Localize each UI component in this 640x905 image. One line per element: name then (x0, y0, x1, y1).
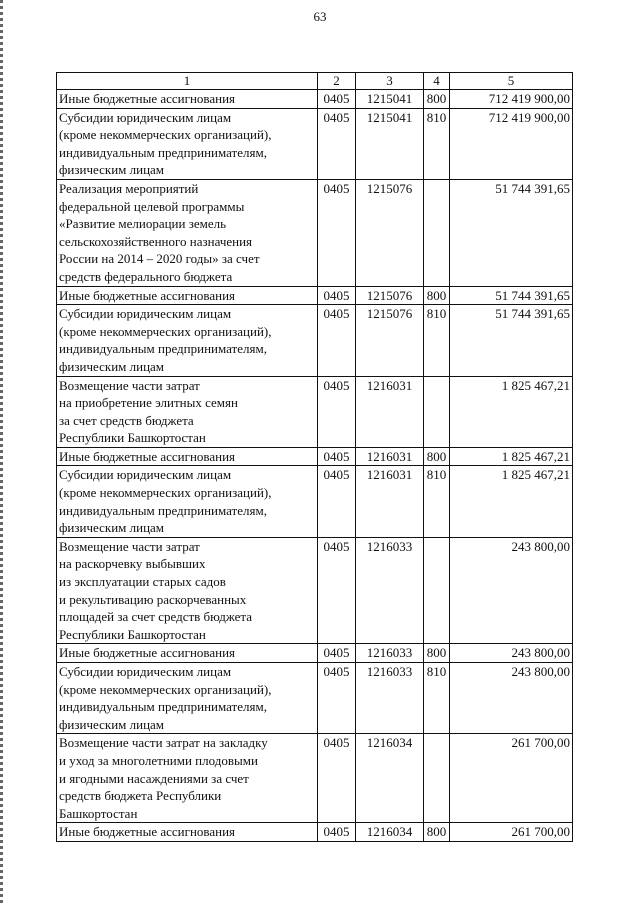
expense-type-code-cell (424, 376, 450, 447)
header-row (57, 73, 573, 90)
scan-edge (0, 0, 3, 905)
expense-type-code-cell: 810 (424, 108, 450, 179)
amount-cell: 1 825 467,21 (450, 466, 573, 537)
target-code-cell: 1215041 (356, 108, 424, 179)
table-row (57, 90, 573, 109)
amount-cell: 51 744 391,65 (450, 179, 573, 286)
item-name-cell: Иные бюджетные ассигнования (57, 644, 318, 663)
expense-type-code-cell (424, 179, 450, 286)
target-code-cell: 1215076 (356, 286, 424, 305)
section-code-cell: 0405 (318, 734, 356, 823)
budget-table (56, 72, 573, 842)
header-cell-5: 5 (450, 73, 573, 90)
item-name-cell: Субсидии юридическим лицам (кроме некоммерческих организаций), индивидуальным предпринимателям, физическим лицам (57, 305, 318, 376)
section-code-cell: 0405 (318, 286, 356, 305)
header-cell-1: 1 (57, 73, 318, 90)
expense-type-code-cell (424, 537, 450, 644)
table-row (57, 286, 573, 305)
item-name-cell: Возмещение части затрат на раскорчевку выбывших из эксплуатации старых садов и рекультивацию раскорчеванных площадей за счет средств бюджета Республики Башкортостан (57, 537, 318, 644)
expense-type-code-cell: 810 (424, 466, 450, 537)
amount-cell: 261 700,00 (450, 734, 573, 823)
item-name-cell: Субсидии юридическим лицам (кроме некоммерческих организаций), индивидуальным предпринимателям, физическим лицам (57, 663, 318, 734)
table-row (57, 376, 573, 447)
section-code-cell: 0405 (318, 823, 356, 842)
item-name-cell: Субсидии юридическим лицам (кроме некоммерческих организаций), индивидуальным предпринимателям, физическим лицам (57, 466, 318, 537)
target-code-cell: 1216033 (356, 663, 424, 734)
target-code-cell: 1215041 (356, 90, 424, 109)
target-code-cell: 1215076 (356, 305, 424, 376)
amount-cell: 712 419 900,00 (450, 108, 573, 179)
section-code-cell: 0405 (318, 663, 356, 734)
amount-cell: 243 800,00 (450, 663, 573, 734)
table-row (57, 108, 573, 179)
section-code-cell: 0405 (318, 644, 356, 663)
expense-type-code-cell: 810 (424, 305, 450, 376)
header-cell-3: 3 (356, 73, 424, 90)
amount-cell: 243 800,00 (450, 537, 573, 644)
target-code-cell: 1216033 (356, 644, 424, 663)
target-code-cell: 1216031 (356, 376, 424, 447)
amount-cell: 243 800,00 (450, 644, 573, 663)
section-code-cell: 0405 (318, 305, 356, 376)
section-code-cell: 0405 (318, 108, 356, 179)
amount-cell: 1 825 467,21 (450, 447, 573, 466)
item-name-cell: Субсидии юридическим лицам (кроме некоммерческих организаций), индивидуальным предпринимателям, физическим лицам (57, 108, 318, 179)
amount-cell: 51 744 391,65 (450, 286, 573, 305)
item-name-cell: Возмещение части затрат на приобретение элитных семян за счет средств бюджета Республики Башкортостан (57, 376, 318, 447)
table-row (57, 447, 573, 466)
expense-type-code-cell: 800 (424, 90, 450, 109)
table-row (57, 466, 573, 537)
section-code-cell: 0405 (318, 466, 356, 537)
item-name-cell: Возмещение части затрат на закладку и уход за многолетними плодовыми и ягодными насаждениями за счет средств бюджета Республики Башкортостан (57, 734, 318, 823)
table-row (57, 537, 573, 644)
header-cell-4: 4 (424, 73, 450, 90)
target-code-cell: 1216033 (356, 537, 424, 644)
table-row (57, 823, 573, 842)
table-row (57, 644, 573, 663)
expense-type-code-cell: 800 (424, 823, 450, 842)
item-name-cell: Реализация мероприятий федеральной целевой программы «Развитие мелиорации земель сельскохозяйственного назначения России на 2014 – 2020 годы» за счет средств федерального бюджета (57, 179, 318, 286)
table-row (57, 663, 573, 734)
amount-cell: 712 419 900,00 (450, 90, 573, 109)
amount-cell: 1 825 467,21 (450, 376, 573, 447)
section-code-cell: 0405 (318, 179, 356, 286)
item-name-cell: Иные бюджетные ассигнования (57, 823, 318, 842)
section-code-cell: 0405 (318, 537, 356, 644)
header-cell-2: 2 (318, 73, 356, 90)
expense-type-code-cell: 800 (424, 286, 450, 305)
table-row (57, 305, 573, 376)
section-code-cell: 0405 (318, 447, 356, 466)
target-code-cell: 1215076 (356, 179, 424, 286)
table-row (57, 734, 573, 823)
section-code-cell: 0405 (318, 376, 356, 447)
item-name-cell: Иные бюджетные ассигнования (57, 90, 318, 109)
section-code-cell: 0405 (318, 90, 356, 109)
target-code-cell: 1216034 (356, 823, 424, 842)
expense-type-code-cell: 810 (424, 663, 450, 734)
item-name-cell: Иные бюджетные ассигнования (57, 447, 318, 466)
target-code-cell: 1216031 (356, 466, 424, 537)
page-number: 63 (313, 9, 327, 24)
item-name-cell: Иные бюджетные ассигнования (57, 286, 318, 305)
amount-cell: 261 700,00 (450, 823, 573, 842)
expense-type-code-cell: 800 (424, 447, 450, 466)
amount-cell: 51 744 391,65 (450, 305, 573, 376)
expense-type-code-cell: 800 (424, 644, 450, 663)
table-body (57, 90, 573, 842)
expense-type-code-cell (424, 734, 450, 823)
target-code-cell: 1216031 (356, 447, 424, 466)
table-row (57, 179, 573, 286)
target-code-cell: 1216034 (356, 734, 424, 823)
